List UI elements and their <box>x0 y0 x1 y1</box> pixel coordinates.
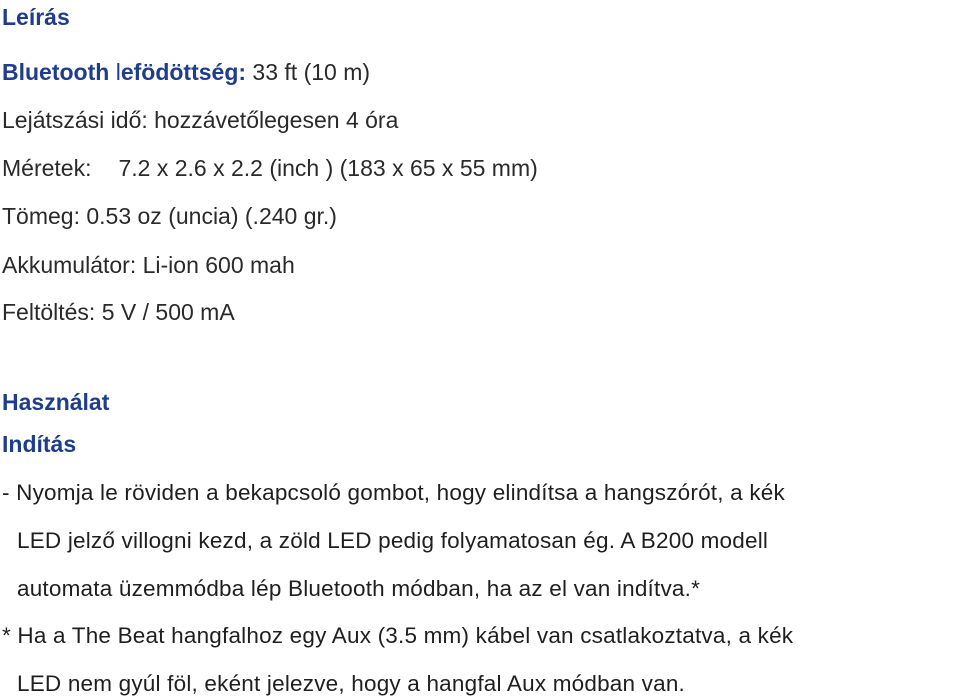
dimensions-line <box>2 154 538 182</box>
weight-line: Tömeg: 0.53 oz (uncia) (.240 gr.) <box>2 203 337 229</box>
charging-line: Feltöltés: 5 V / 500 mA <box>2 299 235 325</box>
note-text: * Ha a The Beat hangfalhoz egy Aux (3.5 mm) kábel van csatlakoztatva, a kék <box>2 623 794 648</box>
note-line-1 <box>2 622 958 650</box>
paragraph-text: automata üzemmódba lép Bluetooth módban, ha az el van indítva.* <box>17 576 701 601</box>
dimensions-label: Méretek: <box>2 155 92 181</box>
paragraph-text: LED jelző villogni kezd, a zöld LED pedig folyamatosan ég. A B200 modell <box>17 528 769 553</box>
note-text: LED nem gyúl föl, eként jelezve, hogy a hangfal Aux módban van. <box>17 671 686 696</box>
note-line-2 <box>17 670 958 698</box>
bluetooth-label: Bluetooth <box>2 59 116 85</box>
start-subheading: Indítás <box>2 431 77 457</box>
description-heading: Leírás <box>2 4 70 30</box>
usage-heading: Használat <box>2 389 110 415</box>
bluetooth-value: 33 ft (10 m) <box>246 59 371 85</box>
bluetooth-label-rest: efödöttség: <box>120 59 247 85</box>
battery-line: Akkumulátor: Li-ion 600 mah <box>2 252 295 278</box>
usage-paragraph-line-1 <box>2 479 958 507</box>
usage-paragraph-line-2 <box>17 527 958 555</box>
paragraph-text: - Nyomja le röviden a bekapcsoló gombot, hogy elindítsa a hangszórót, a kék <box>2 480 785 505</box>
bluetooth-range-line <box>2 58 370 86</box>
usage-paragraph-line-3 <box>17 575 958 603</box>
bluetooth-label-l: l <box>115 59 121 85</box>
playtime-line: Lejátszási idő: hozzávetőlegesen 4 óra <box>2 107 399 133</box>
dimensions-value: 7.2 x 2.6 x 2.2 (inch ) (183 x 65 x 55 mm) <box>118 155 538 181</box>
